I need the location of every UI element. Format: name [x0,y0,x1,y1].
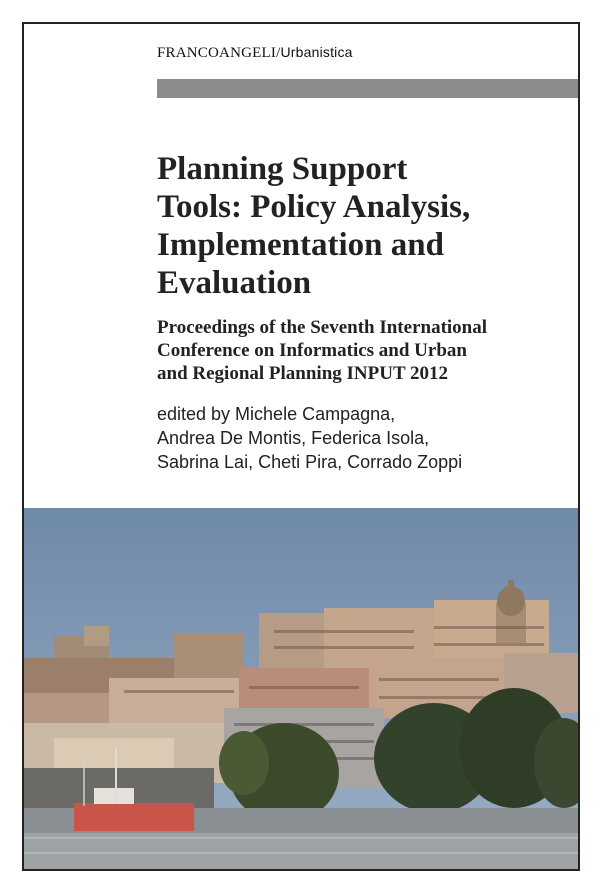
book-subtitle [157,316,577,385]
header-bar [157,79,580,98]
subtitle-line: Proceedings of the Seventh International [157,317,488,338]
title-line: Evaluation [157,265,312,301]
publisher-name: FRANCOANGELI/ [157,45,281,61]
title-line: Planning Support [157,151,408,187]
book-cover [22,22,580,871]
cityscape-photo [24,508,578,869]
title-line: Tools: Policy Analysis, [157,189,471,225]
editors-line: edited by Michele Campagna, [157,404,396,424]
subtitle-line: Conference on Informatics and Urban [157,340,467,361]
editors-line: Andrea De Montis, Federica Isola, [157,428,430,448]
editors-credit [157,402,577,474]
title-line: Implementation and [157,227,444,263]
subtitle-line: and Regional Planning INPUT 2012 [157,363,449,384]
publisher-imprint [157,44,353,62]
series-name: Urbanistica [280,44,353,60]
editors-line: Sabrina Lai, Cheti Pira, Corrado Zoppi [157,452,463,472]
book-title [157,150,577,302]
